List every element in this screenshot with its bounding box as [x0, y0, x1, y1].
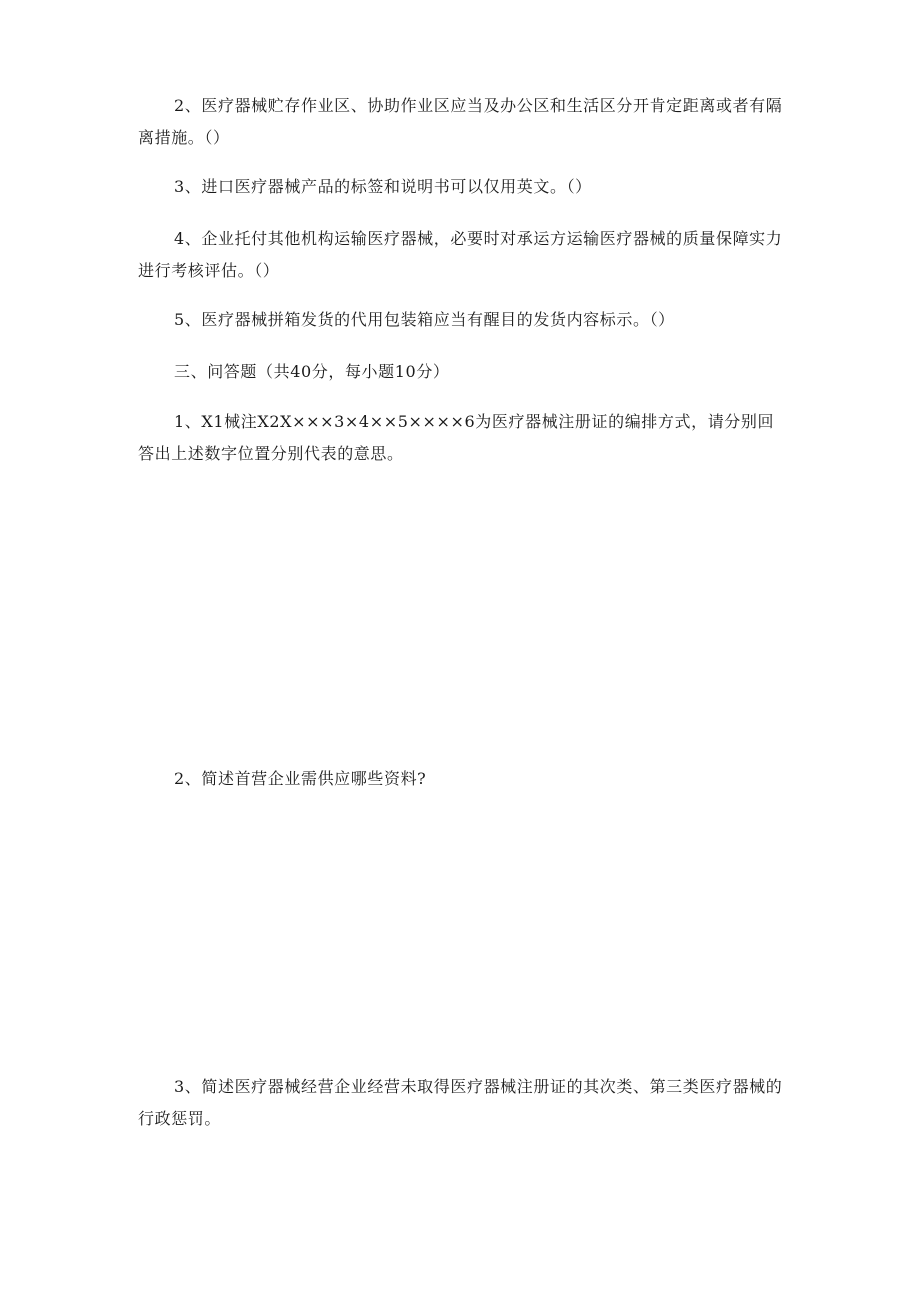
- qa-section-heading: 三、问答题（共40分，每小题10分）: [174, 362, 450, 381]
- qa-question-3: 3、简述医疗器械经营企业经营未取得医疗器械注册证的其次类、第三类医疗器械的行政惩罚。: [138, 1077, 783, 1128]
- true-false-item-5: 5、医疗器械拼箱发货的代用包装箱应当有醒目的发货内容标示。（）: [174, 310, 675, 329]
- true-false-item-2: 2、医疗器械贮存作业区、协助作业区应当及办公区和生活区分开肯定距离或者有隔离措施。（）: [138, 96, 783, 147]
- qa-question-2: 2、简述首营企业需供应哪些资料?: [174, 769, 427, 788]
- true-false-item-3: 3、进口医疗器械产品的标签和说明书可以仅用英文。（）: [174, 177, 592, 196]
- qa-question-1: 1、X1械注X2X×××3×4××5××××6为医疗器械注册证的编排方式，请分别回答出上述数字位置分别代表的意思。: [138, 412, 775, 463]
- true-false-item-4: 4、企业托付其他机构运输医疗器械，必要时对承运方运输医疗器械的质量保障实力进行考核评估。（）: [138, 229, 783, 280]
